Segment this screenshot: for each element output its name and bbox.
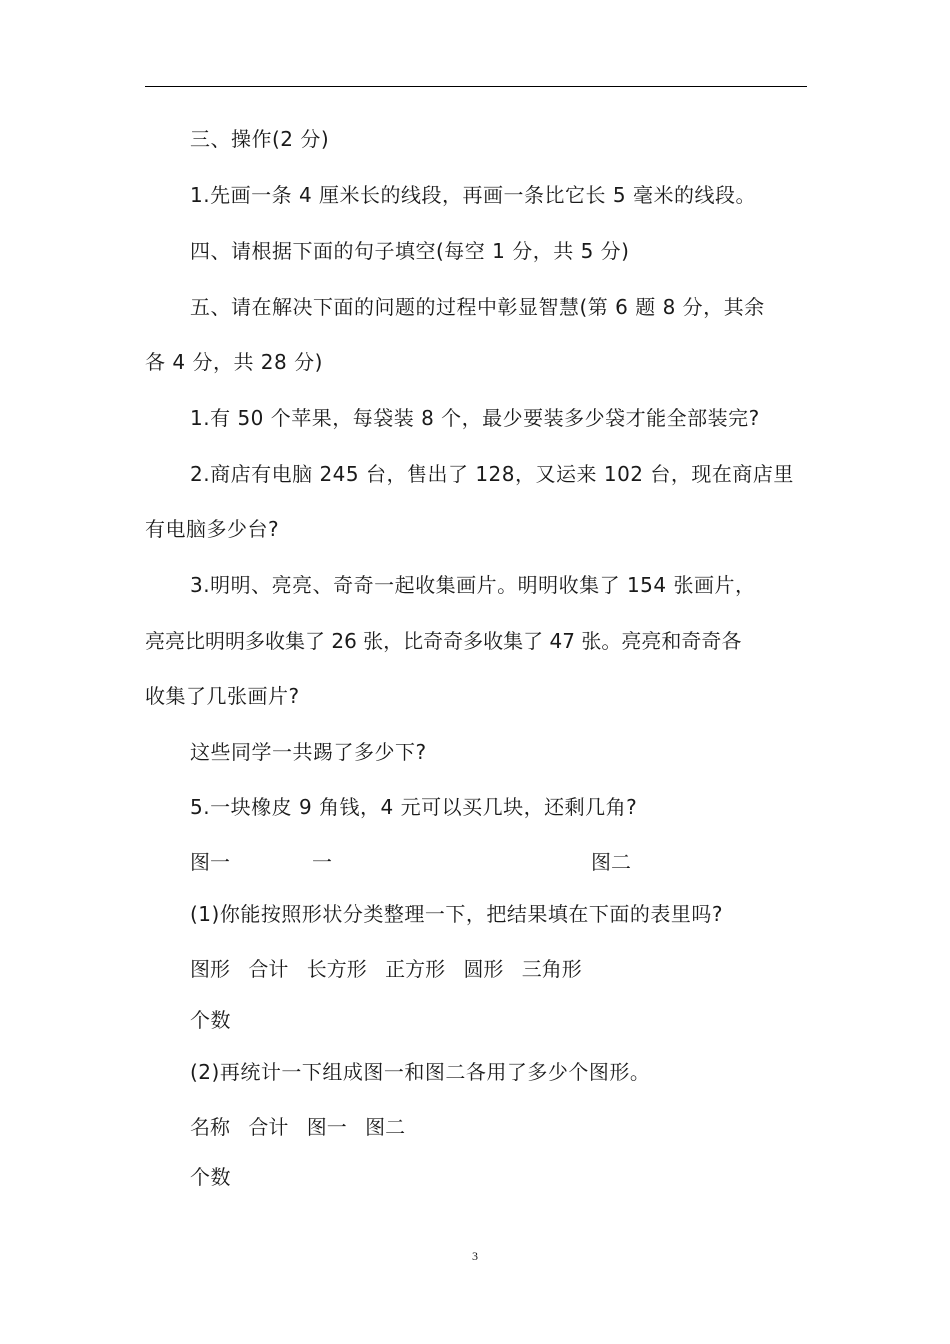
section-four-heading: 四、请根据下面的句子填空(每空 1 分，共 5 分) [190,239,630,263]
table-two-header-name: 名称 [190,1115,230,1139]
figure-one-label: 图一 [190,850,230,874]
question-picture-cards-line2: 亮亮比明明多收集了 26 张，比奇奇多收集了 47 张。亮亮和奇奇各 [145,629,742,653]
figure-labels-row [190,848,810,876]
table-two-header-figure-two: 图二 [365,1115,406,1139]
question-sort-shapes: (1)你能按照形状分类整理一下，把结果填在下面的表里吗? [190,902,723,926]
question-count-figures: (2)再统计一下组成图一和图二各用了多少个图形。 [190,1060,651,1084]
table-one-count-label: 个数 [190,1008,231,1032]
table-one-header-row [190,955,582,983]
page-number: 3 [472,1249,478,1263]
table-one-header-triangle: 三角形 [521,957,582,981]
table-two-header-total: 合计 [248,1115,289,1139]
question-draw-segment: 1.先画一条 4 厘米长的线段，再画一条比它长 5 毫米的线段。 [190,183,756,207]
question-kicks: 这些同学一共踢了多少下? [190,740,427,764]
table-one-header-total: 合计 [248,957,289,981]
table-one-header-shape: 图形 [190,957,230,981]
table-one-header-circle: 圆形 [463,957,504,981]
section-five-heading: 五、请在解决下面的问题的过程中彰显智慧(第 6 题 8 分，其余 [190,295,765,319]
table-one-header-rectangle: 长方形 [306,957,367,981]
question-computers-continued: 有电脑多少台? [145,517,280,541]
question-picture-cards: 3.明明、亮亮、奇奇一起收集画片。明明收集了 154 张画片， [190,573,756,597]
question-picture-cards-line3: 收集了几张画片? [145,684,300,708]
table-one-header-square: 正方形 [385,957,446,981]
question-apples: 1.有 50 个苹果，每袋装 8 个，最少要装多少袋才能全部装完? [190,406,760,430]
table-two-header-row [190,1113,405,1141]
header-rule [145,86,807,87]
figure-one-dash: 一 [312,850,332,874]
table-two-header-figure-one: 图一 [306,1115,347,1139]
question-computers: 2.商店有电脑 245 台，售出了 128，又运来 102 台，现在商店里 [190,462,794,486]
question-eraser: 5.一块橡皮 9 角钱，4 元可以买几块，还剩几角? [190,795,638,819]
section-three-heading: 三、操作(2 分) [190,127,330,151]
figure-two-label: 图二 [591,850,631,874]
section-five-heading-continued: 各 4 分，共 28 分) [145,350,323,374]
table-two-count-label: 个数 [190,1165,231,1189]
